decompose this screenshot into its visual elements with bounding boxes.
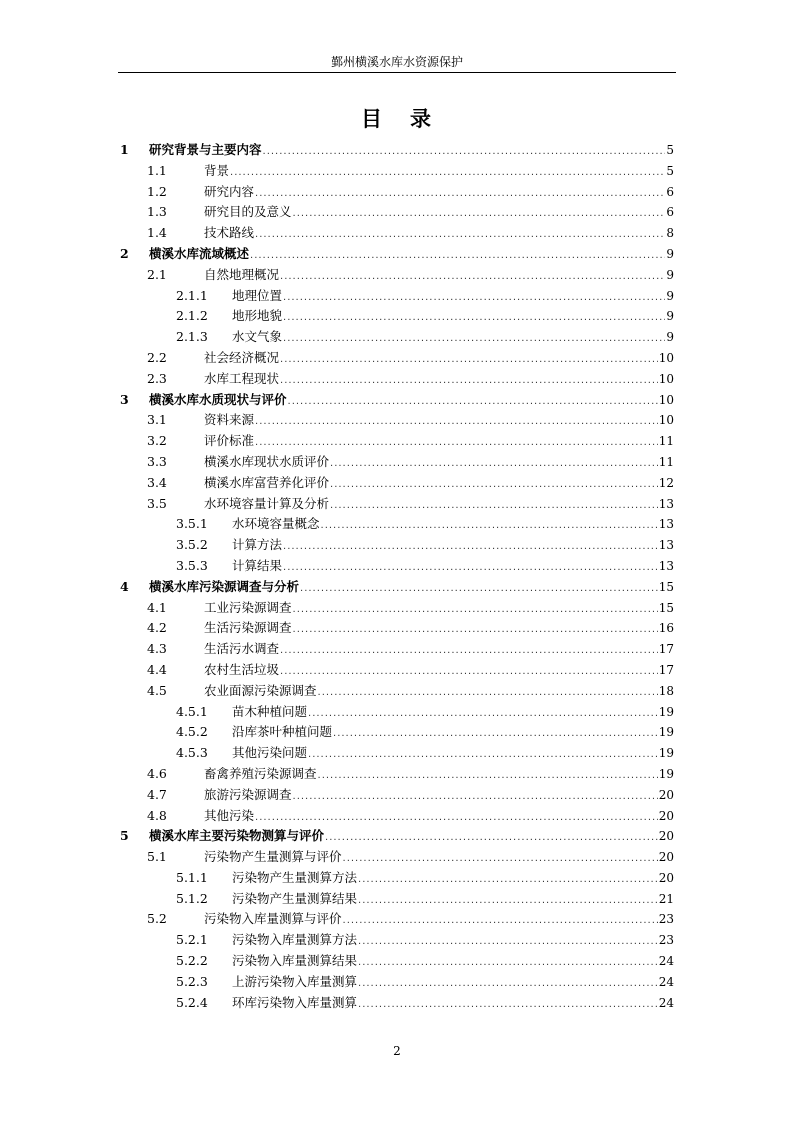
- dot-leader: [358, 974, 658, 995]
- toc-entry-leader-line: [232, 889, 674, 912]
- dot-leader: [283, 288, 665, 309]
- dot-leader: [358, 953, 658, 974]
- dot-leader: [308, 704, 658, 725]
- toc-entry-number: 4.5.1: [176, 703, 208, 719]
- toc-entry[interactable]: [118, 182, 674, 203]
- toc-entry-number: 2.1: [147, 266, 167, 282]
- toc-entry-title: 自然地理概况: [204, 266, 280, 282]
- toc-entry-leader-line: [232, 514, 674, 537]
- toc-entry-page: 19: [658, 766, 674, 781]
- toc-entry-title: 农业面源污染源调查: [204, 682, 317, 698]
- dot-leader: [280, 662, 658, 683]
- toc-entry-page: 5: [666, 143, 674, 157]
- dot-leader: [255, 184, 665, 205]
- toc-entry[interactable]: [118, 639, 674, 660]
- toc-entry-leader-line: [204, 369, 674, 392]
- toc-entry-page: 24: [658, 974, 674, 989]
- toc-entry-number: 1: [120, 142, 129, 157]
- toc-entry[interactable]: [118, 223, 674, 244]
- toc-entry-page: 20: [658, 850, 674, 865]
- toc-entry[interactable]: [118, 681, 674, 702]
- toc-entry-page: 15: [658, 579, 674, 594]
- toc-entry-number: 2.2: [147, 349, 167, 365]
- toc-entry-number: 3.5.3: [176, 557, 208, 573]
- toc-entry-number: 2.1.3: [176, 329, 208, 345]
- toc-entry-title: 其他污染: [204, 807, 255, 823]
- toc-entry[interactable]: [118, 722, 674, 743]
- table-of-contents: [118, 140, 674, 1013]
- toc-entry-title: 水环境容量概念: [232, 516, 320, 532]
- toc-entry[interactable]: [118, 702, 674, 723]
- toc-entry-leader-line: [232, 702, 674, 725]
- toc-entry[interactable]: [118, 535, 674, 556]
- toc-entry[interactable]: [118, 847, 674, 868]
- toc-entry-leader-line: [232, 722, 674, 745]
- toc-entry-number: 4.3: [147, 641, 167, 657]
- toc-entry-page: 11: [658, 454, 674, 469]
- toc-entry[interactable]: [118, 514, 674, 535]
- toc-entry-title: 农村生活垃圾: [204, 661, 280, 677]
- toc-entry-leader-line: [232, 993, 674, 1016]
- toc-entry-number: 5.2.3: [176, 973, 208, 989]
- toc-entry[interactable]: [118, 993, 674, 1014]
- dot-leader: [280, 641, 658, 662]
- toc-entry-leader-line: [204, 806, 674, 829]
- toc-entry-leader-line: [204, 223, 674, 246]
- toc-entry-title: 计算结果: [232, 557, 283, 573]
- toc-entry-leader-line: [149, 140, 674, 163]
- toc-entry-page: 23: [658, 933, 674, 948]
- toc-entry-page: 23: [658, 912, 674, 927]
- dot-leader: [343, 849, 658, 870]
- toc-entry[interactable]: [118, 369, 674, 390]
- toc-entry-number: 4.4: [147, 661, 167, 677]
- page-title: [0, 103, 794, 133]
- toc-entry-number: 5.2.1: [176, 932, 208, 948]
- toc-entry[interactable]: [118, 660, 674, 681]
- dot-leader: [343, 911, 658, 932]
- toc-entry-leader-line: [204, 202, 674, 225]
- toc-entry-leader-line: [204, 639, 674, 662]
- toc-entry-number: 5.1.2: [176, 890, 208, 906]
- toc-entry-leader-line: [204, 764, 674, 787]
- toc-entry-number: 1.4: [147, 225, 167, 241]
- toc-entry-title: 污染物入库量测算方法: [232, 932, 358, 948]
- toc-entry-leader-line: [232, 535, 674, 558]
- toc-entry-page: 9: [666, 330, 674, 345]
- dot-leader: [358, 870, 658, 891]
- toc-entry[interactable]: [118, 889, 674, 910]
- toc-entry-leader-line: [149, 244, 674, 267]
- toc-entry[interactable]: [118, 598, 674, 619]
- toc-entry-number: 4.1: [147, 599, 167, 615]
- toc-entry-leader-line: [204, 161, 674, 184]
- toc-entry-page: 20: [658, 829, 674, 844]
- toc-entry[interactable]: [118, 390, 674, 411]
- toc-entry-number: 5.1: [147, 849, 167, 865]
- toc-entry-page: 5: [666, 163, 674, 178]
- toc-entry-page: 17: [658, 662, 674, 677]
- toc-entry-title: 工业污染源调查: [204, 599, 292, 615]
- toc-entry-title: 背景: [204, 162, 230, 178]
- toc-entry-number: 4.8: [147, 807, 167, 823]
- toc-entry-title: 其他污染问题: [232, 745, 308, 761]
- toc-entry-leader-line: [149, 826, 674, 849]
- toc-entry-number: 3: [120, 391, 129, 407]
- toc-entry-leader-line: [232, 868, 674, 891]
- dot-leader: [358, 995, 658, 1016]
- toc-entry[interactable]: [118, 743, 674, 764]
- dot-leader: [280, 371, 658, 392]
- toc-entry-page: 15: [658, 600, 674, 615]
- toc-entry-number: 3.5.2: [176, 537, 208, 553]
- dot-leader: [300, 579, 658, 600]
- toc-entry-number: 2.1.1: [176, 287, 208, 303]
- toc-entry-number: 4.5.3: [176, 745, 208, 761]
- toc-entry-title: 生活污水调查: [204, 641, 280, 657]
- toc-entry-leader-line: [232, 286, 674, 309]
- toc-entry-page: 24: [658, 954, 674, 969]
- page-number: 2: [393, 1044, 401, 1058]
- toc-entry-title: 资料来源: [204, 412, 255, 428]
- toc-entry-title: 生活污染源调查: [204, 620, 292, 636]
- toc-entry-title: 环库污染物入库量测算: [232, 994, 358, 1010]
- toc-entry-leader-line: [149, 390, 674, 413]
- toc-entry-number: 4: [120, 578, 129, 594]
- toc-entry[interactable]: [118, 348, 674, 369]
- toc-entry-title: 旅游污染源调查: [204, 786, 292, 802]
- toc-entry-page: 11: [658, 434, 674, 449]
- toc-entry-title: 沿库茶叶种植问题: [232, 724, 333, 740]
- toc-entry-page: 8: [666, 226, 674, 241]
- dot-leader: [280, 267, 665, 288]
- toc-entry-leader-line: [204, 494, 674, 517]
- toc-entry-title: 苗木种植问题: [232, 703, 308, 719]
- toc-entry-page: 9: [666, 309, 674, 324]
- toc-entry[interactable]: [118, 868, 674, 889]
- toc-entry[interactable]: [118, 785, 674, 806]
- toc-entry-page: 13: [658, 496, 674, 511]
- toc-entry-page: 16: [658, 621, 674, 636]
- toc-entry-number: 4.2: [147, 620, 167, 636]
- toc-entry-number: 2: [120, 245, 129, 261]
- toc-entry-title: 污染物产生量测算方法: [232, 869, 358, 885]
- toc-entry-page: 10: [658, 413, 674, 428]
- toc-entry[interactable]: [118, 806, 674, 827]
- toc-entry-page: 9: [666, 267, 674, 282]
- dot-leader: [283, 558, 658, 579]
- toc-entry-number: 1.2: [147, 183, 167, 199]
- title-char-2: 录: [410, 106, 433, 131]
- dot-leader: [308, 745, 658, 766]
- toc-entry-title: 技术路线: [204, 225, 255, 241]
- dot-leader: [255, 225, 665, 246]
- toc-entry-number: 1.3: [147, 204, 167, 220]
- dot-leader: [283, 537, 658, 558]
- title-char-1: 目: [361, 106, 384, 131]
- toc-entry[interactable]: [118, 431, 674, 452]
- toc-entry-leader-line: [232, 743, 674, 766]
- toc-entry[interactable]: [118, 327, 674, 348]
- toc-entry-title: 研究背景与主要内容: [149, 142, 262, 157]
- dot-leader: [330, 475, 658, 496]
- toc-entry-page: 9: [666, 246, 674, 261]
- dot-leader: [330, 454, 658, 475]
- toc-entry-number: 4.6: [147, 765, 167, 781]
- toc-entry-leader-line: [232, 327, 674, 350]
- toc-entry-leader-line: [204, 431, 674, 454]
- toc-entry-title: 污染物入库量测算结果: [232, 953, 358, 969]
- dot-leader: [250, 246, 665, 267]
- header-text: 鄞州横溪水库水资源保护: [330, 55, 463, 69]
- dot-leader: [330, 496, 658, 517]
- toc-entry-leader-line: [204, 847, 674, 870]
- dot-leader: [293, 620, 658, 641]
- toc-entry-page: 12: [658, 475, 674, 490]
- dot-leader: [325, 828, 658, 849]
- toc-entry-page: 13: [658, 538, 674, 553]
- toc-entry[interactable]: [118, 494, 674, 515]
- toc-entry[interactable]: [118, 244, 674, 265]
- toc-entry-page: 9: [666, 288, 674, 303]
- toc-entry-number: 3.4: [147, 474, 167, 490]
- dot-leader: [293, 787, 658, 808]
- dot-leader: [255, 808, 658, 829]
- toc-entry-title: 水库工程现状: [204, 370, 280, 386]
- toc-entry[interactable]: [118, 972, 674, 993]
- toc-entry-title: 横溪水库现状水质评价: [204, 453, 330, 469]
- toc-entry[interactable]: [118, 265, 674, 286]
- toc-entry-number: 4.5.2: [176, 724, 208, 740]
- dot-leader: [263, 142, 666, 163]
- toc-entry[interactable]: [118, 140, 674, 161]
- toc-entry-page: 10: [658, 392, 674, 407]
- toc-entry-page: 19: [658, 725, 674, 740]
- toc-entry[interactable]: [118, 930, 674, 951]
- toc-entry[interactable]: [118, 556, 674, 577]
- dot-leader: [283, 308, 665, 329]
- toc-entry-title: 污染物产生量测算与评价: [204, 849, 342, 865]
- toc-entry-number: 5: [120, 828, 129, 844]
- toc-entry[interactable]: [118, 764, 674, 785]
- toc-entry-number: 2.1.2: [176, 308, 208, 324]
- toc-entry-number: 1.1: [147, 162, 167, 178]
- toc-entry-number: 4.7: [147, 786, 167, 802]
- toc-entry-leader-line: [204, 785, 674, 808]
- toc-entry-number: 5.2.4: [176, 994, 208, 1010]
- dot-leader: [358, 891, 658, 912]
- toc-entry[interactable]: [118, 161, 674, 182]
- toc-entry-number: 3.2: [147, 433, 167, 449]
- toc-entry-leader-line: [204, 618, 674, 641]
- toc-entry-leader-line: [204, 410, 674, 433]
- toc-entry-title: 计算方法: [232, 537, 283, 553]
- toc-entry-leader-line: [232, 930, 674, 953]
- toc-entry-page: 6: [666, 205, 674, 220]
- toc-entry-number: 4.5: [147, 682, 167, 698]
- toc-entry-number: 5.1.1: [176, 869, 208, 885]
- toc-entry[interactable]: [118, 202, 674, 223]
- toc-entry-number: 2.3: [147, 370, 167, 386]
- dot-leader: [318, 766, 658, 787]
- toc-entry[interactable]: [118, 909, 674, 930]
- toc-entry-page: 18: [658, 683, 674, 698]
- toc-entry-leader-line: [232, 556, 674, 579]
- toc-entry-title: 污染物产生量测算结果: [232, 890, 358, 906]
- toc-entry-leader-line: [232, 306, 674, 329]
- toc-entry-title: 水文气象: [232, 329, 283, 345]
- toc-entry-page: 13: [658, 558, 674, 573]
- toc-entry[interactable]: [118, 951, 674, 972]
- toc-entry-page: 20: [658, 787, 674, 802]
- toc-entry-title: 横溪水库主要污染物测算与评价: [149, 828, 325, 844]
- toc-entry-leader-line: [204, 681, 674, 704]
- toc-entry-page: 21: [658, 891, 674, 906]
- toc-entry-page: 24: [658, 995, 674, 1010]
- toc-entry-title: 水环境容量计算及分析: [204, 495, 330, 511]
- toc-entry-title: 研究内容: [204, 183, 255, 199]
- toc-entry-title: 上游污染物入库量测算: [232, 973, 358, 989]
- toc-entry[interactable]: [118, 410, 674, 431]
- dot-leader: [358, 932, 658, 953]
- dot-leader: [255, 412, 658, 433]
- toc-entry-leader-line: [204, 182, 674, 205]
- toc-entry-title: 横溪水库污染源调查与分析: [149, 578, 300, 594]
- toc-entry-page: 10: [658, 371, 674, 386]
- toc-entry-number: 3.1: [147, 412, 167, 428]
- page-footer: [0, 1044, 794, 1058]
- dot-leader: [255, 433, 658, 454]
- toc-entry-page: 10: [658, 350, 674, 365]
- toc-entry[interactable]: [118, 452, 674, 473]
- toc-entry[interactable]: [118, 826, 674, 847]
- toc-entry-leader-line: [204, 265, 674, 288]
- toc-entry-page: 6: [666, 184, 674, 199]
- page-header: [118, 52, 676, 73]
- toc-entry-page: 19: [658, 746, 674, 761]
- toc-entry-leader-line: [204, 473, 674, 496]
- toc-entry-leader-line: [232, 972, 674, 995]
- dot-leader: [283, 329, 665, 350]
- toc-entry-title: 污染物入库量测算与评价: [204, 911, 342, 927]
- dot-leader: [293, 600, 658, 621]
- toc-entry[interactable]: [118, 618, 674, 639]
- toc-entry-leader-line: [204, 909, 674, 932]
- toc-entry-number: 3.5: [147, 495, 167, 511]
- toc-entry-number: 3.5.1: [176, 516, 208, 532]
- toc-entry[interactable]: [118, 577, 674, 598]
- toc-entry-title: 研究目的及意义: [204, 204, 292, 220]
- toc-entry-leader-line: [232, 951, 674, 974]
- toc-entry-page: 17: [658, 642, 674, 657]
- toc-entry-number: 5.2.2: [176, 953, 208, 969]
- toc-entry[interactable]: [118, 306, 674, 327]
- toc-entry-leader-line: [204, 660, 674, 683]
- dot-leader: [230, 163, 665, 184]
- toc-entry-title: 横溪水库水质现状与评价: [149, 391, 287, 407]
- toc-entry-page: 19: [658, 704, 674, 719]
- dot-leader: [293, 204, 666, 225]
- toc-entry-leader-line: [149, 577, 674, 600]
- toc-entry-title: 畜禽养殖污染源调查: [204, 765, 317, 781]
- toc-entry-title: 地形地貌: [232, 308, 283, 324]
- toc-entry-page: 20: [658, 870, 674, 885]
- toc-entry[interactable]: [118, 473, 674, 494]
- toc-entry-page: 20: [658, 808, 674, 823]
- dot-leader: [318, 683, 658, 704]
- toc-entry-number: 5.2: [147, 911, 167, 927]
- toc-entry-title: 横溪水库流域概述: [149, 245, 250, 261]
- toc-entry[interactable]: [118, 286, 674, 307]
- toc-entry-title: 横溪水库富营养化评价: [204, 474, 330, 490]
- toc-entry-leader-line: [204, 598, 674, 621]
- toc-entry-title: 社会经济概况: [204, 349, 280, 365]
- toc-entry-title: 评价标准: [204, 433, 255, 449]
- toc-entry-leader-line: [204, 348, 674, 371]
- dot-leader: [321, 516, 658, 537]
- dot-leader: [333, 724, 658, 745]
- dot-leader: [288, 392, 658, 413]
- toc-entry-title: 地理位置: [232, 287, 283, 303]
- toc-entry-page: 13: [658, 517, 674, 532]
- dot-leader: [280, 350, 658, 371]
- toc-entry-leader-line: [204, 452, 674, 475]
- toc-entry-number: 3.3: [147, 453, 167, 469]
